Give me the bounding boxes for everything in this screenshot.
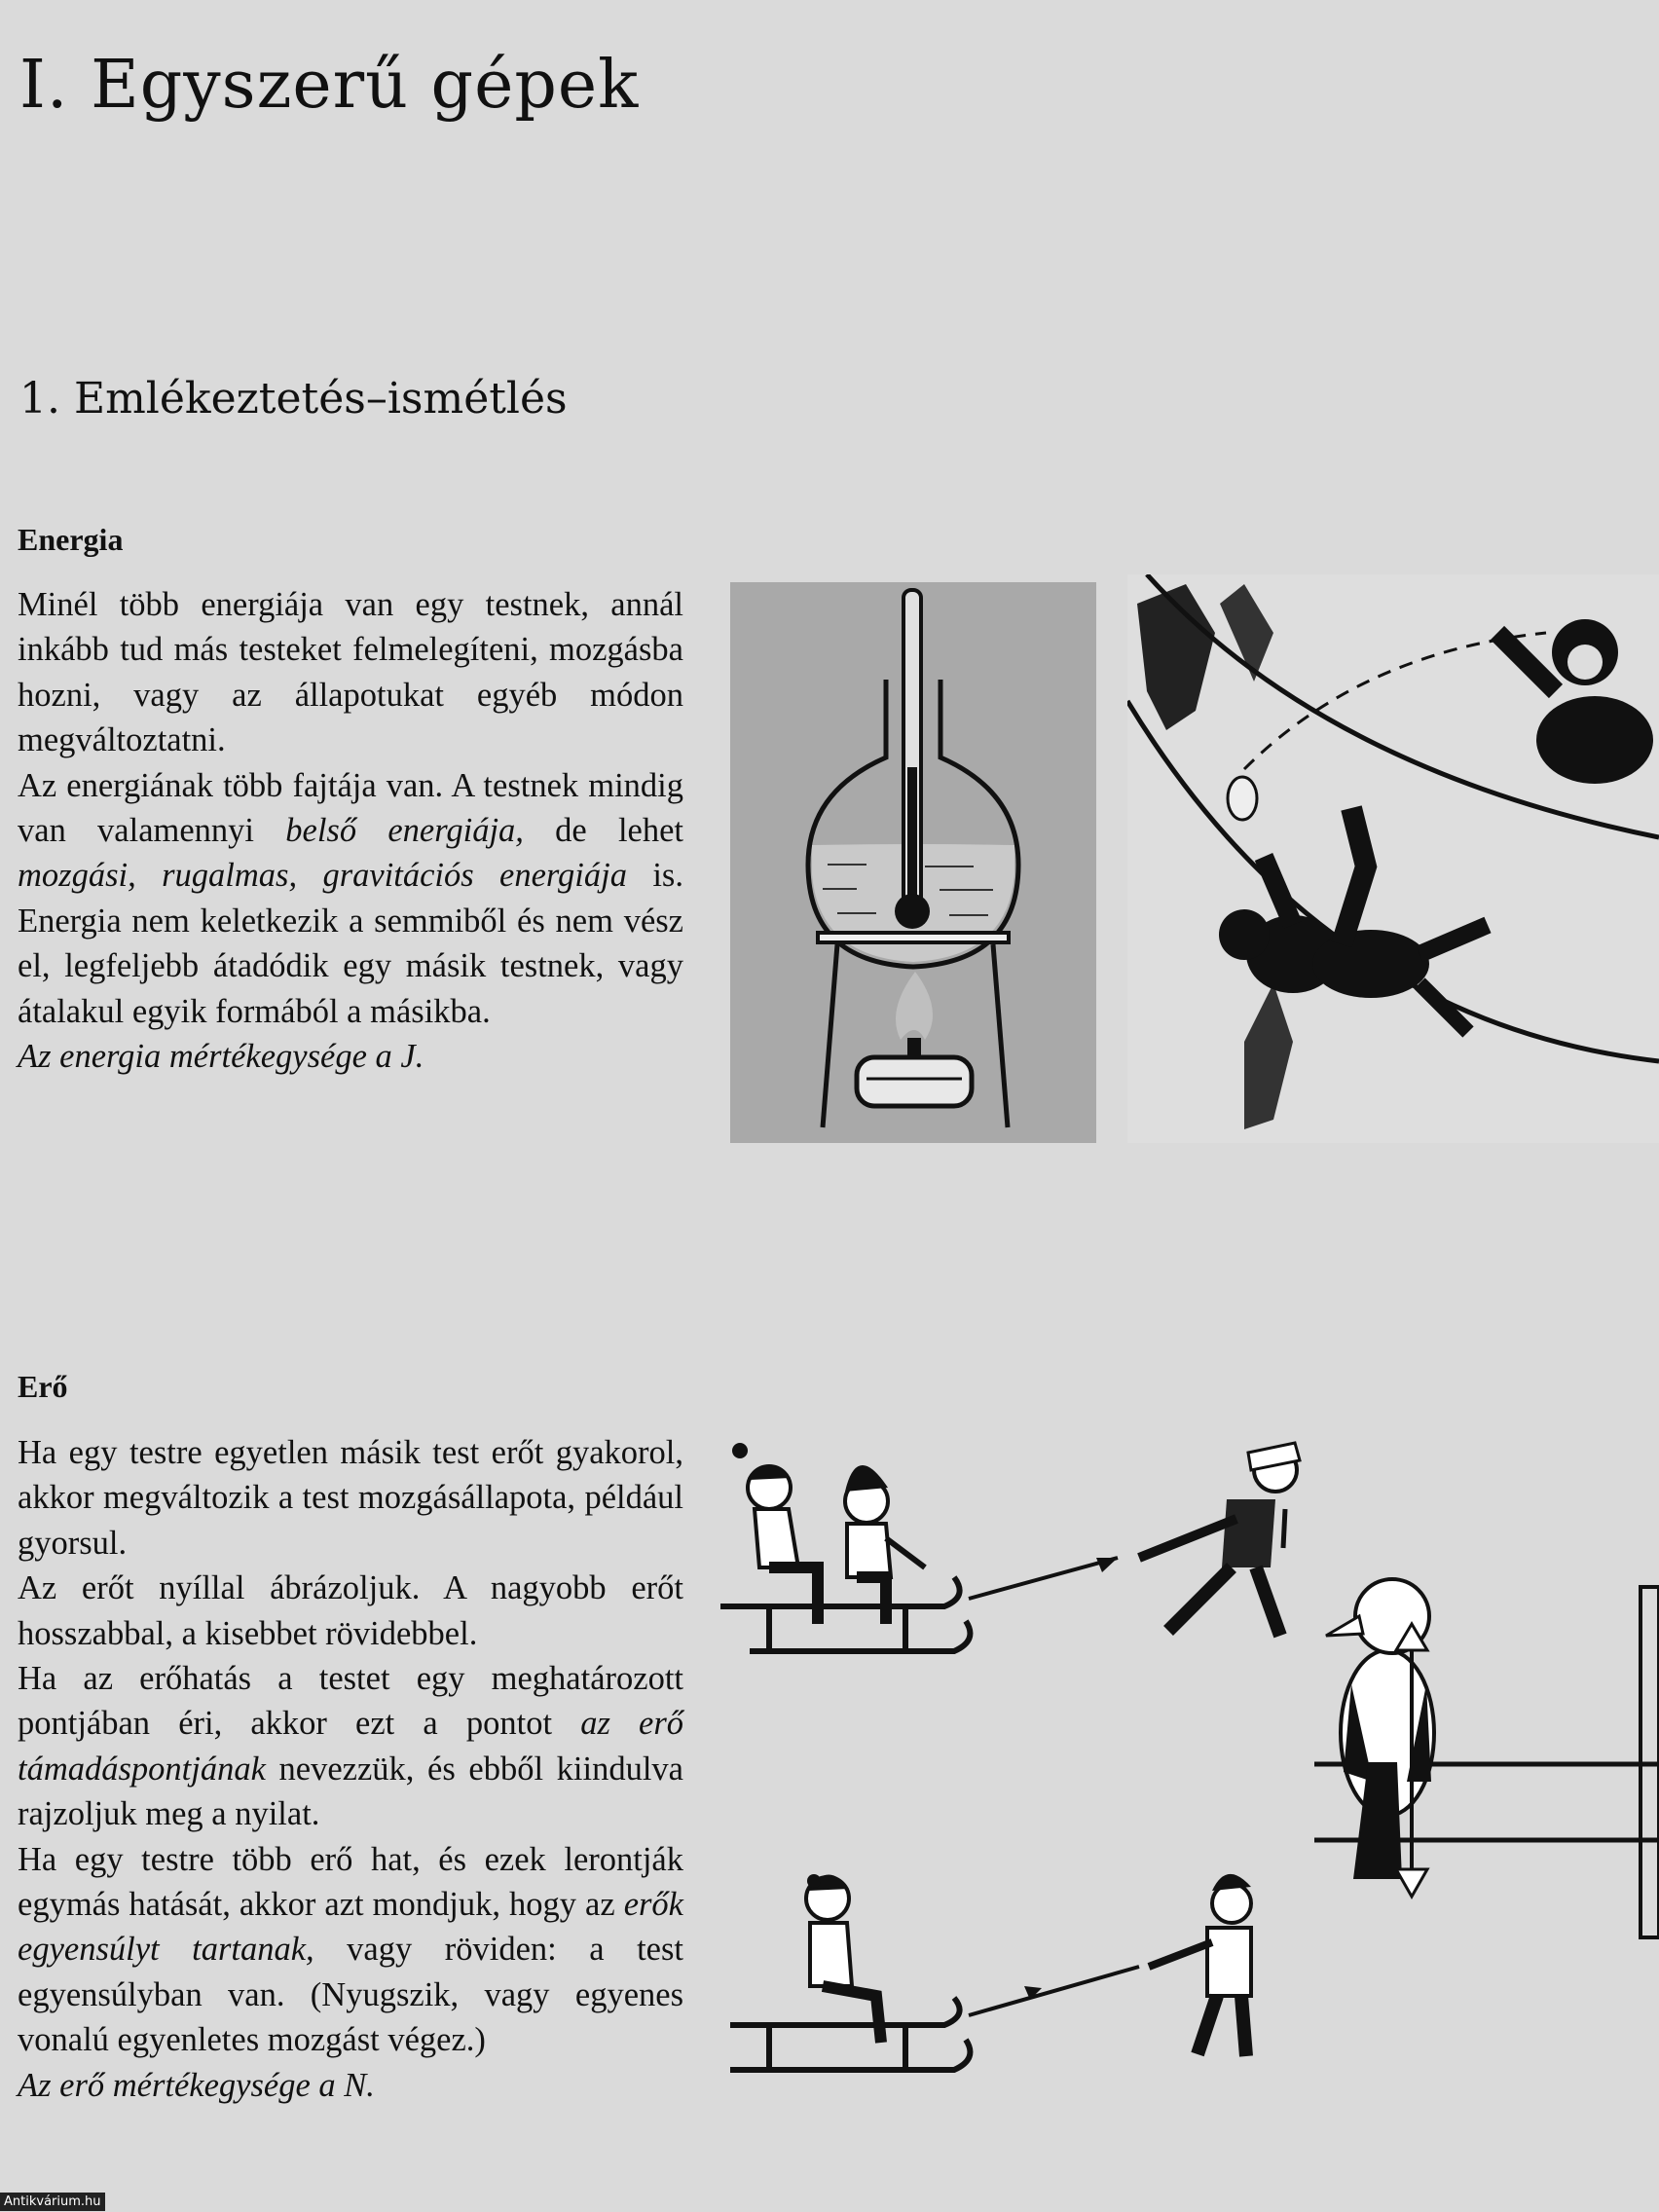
energy-text bbox=[18, 582, 683, 1079]
force-paragraph-1: Ha egy testre egyetlen másik test erőt gyakorol, akkor megváltozik a test mozgásállapota, például gyorsul. bbox=[18, 1434, 683, 1562]
force-heading: Erő bbox=[18, 1369, 68, 1404]
flask-thermometer-illustration bbox=[730, 582, 1096, 1143]
energy-paragraph-1: Minél több energiája van egy testnek, annál inkább tud más testeket felmelegíteni, mozgásba hozni, vagy az állapotukat egyéb módon megváltoztatni. bbox=[18, 586, 683, 759]
chapter-title: I. Egyszerű gépek bbox=[19, 47, 640, 124]
force-unit: Az erő mértékegysége a N. bbox=[18, 2066, 375, 2104]
sled-pulling-two-children-illustration bbox=[711, 1421, 1314, 1675]
watermark-label: Antikvárium.hu bbox=[0, 2193, 105, 2211]
force-paragraph-4: Ha egy testre több erő hat, és ezek lerontják egymás hatását, akkor azt mondjuk, hogy az erők egyensúlyt tartanak, vagy röviden: a test egyensúlyban van. (Nyugszik, vagy egyenes vonalú egyenletes mozgást végez.) bbox=[18, 1840, 683, 2059]
section-title: 1. Emlékeztetés–ismétlés bbox=[19, 374, 568, 424]
force-text bbox=[18, 1430, 683, 2108]
bird-balance-illustration bbox=[1314, 1558, 1659, 1947]
force-paragraph-3: Ha az erőhatás a testet egy meghatározott pontjában éri, akkor ezt a pontot az erő támadáspontjának nevezzük, és ebből kiindulva rajzoljuk meg a nyilat. bbox=[18, 1660, 683, 1833]
energy-heading: Energia bbox=[18, 522, 124, 557]
energy-paragraph-2: Az energiának több fajtája van. A testnek mindig van valamennyi belső energiája, de lehet mozgási, rugalmas, gravitációs energiája is. Energia nem keletkezik a semmiből és nem vész el, legfeljebb átadódik egy másik testnek, vagy átalakul egyik formából a másikba. bbox=[18, 766, 684, 1030]
sled-pulling-one-child-illustration bbox=[720, 1840, 1305, 2083]
force-paragraph-2: Az erőt nyíllal ábrázoljuk. A nagyobb erőt hosszabbal, a kisebbet rövidebbel. bbox=[18, 1569, 683, 1652]
energy-unit: Az energia mértékegysége a J. bbox=[18, 1038, 424, 1076]
monkeys-on-vines-illustration bbox=[1127, 574, 1659, 1143]
